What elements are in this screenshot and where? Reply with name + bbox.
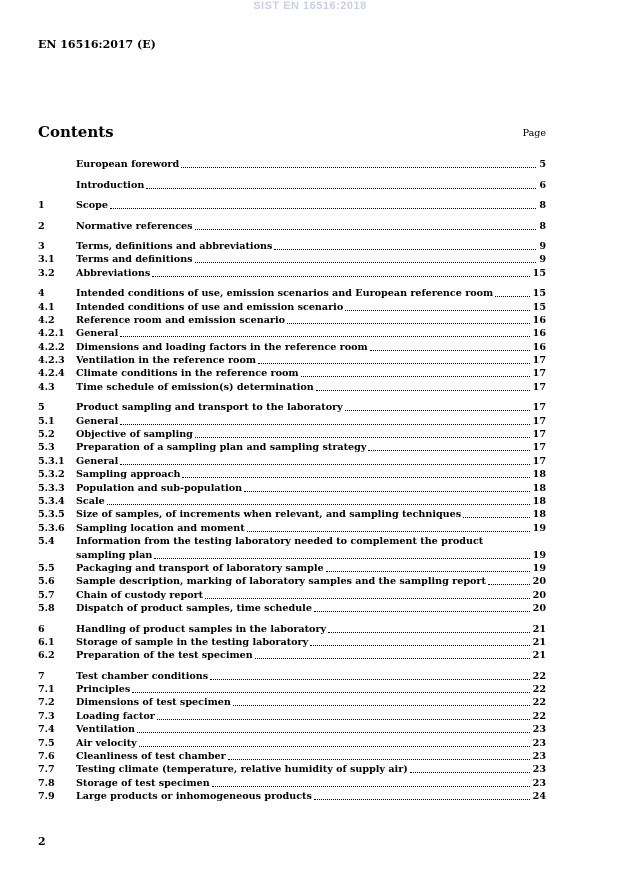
toc-entry-page: 17 [532, 368, 546, 380]
toc-entry-title: Sampling approach [76, 469, 181, 481]
toc-entry[interactable] [38, 574, 546, 587]
toc-entry-number: 7.1 [38, 684, 55, 696]
toc-entry-page: 17 [532, 442, 546, 454]
toc-entry-title: Introduction [76, 179, 145, 191]
dot-leader [258, 363, 530, 364]
toc-entry-number: 5.3.5 [38, 509, 65, 521]
toc-entry-page: 17 [532, 355, 546, 367]
toc-entry-title: General [76, 415, 119, 427]
toc-entry-page: 8 [539, 220, 546, 232]
toc-entry-page: 19 [532, 562, 546, 574]
toc-entry[interactable] [38, 775, 546, 788]
toc-entry[interactable] [38, 735, 546, 748]
toc-entry-title: General [76, 455, 119, 467]
toc-entry-number: 6 [38, 623, 45, 635]
dot-leader [488, 584, 530, 585]
toc-entry-number: 7 [38, 670, 45, 682]
toc-entry-page: 16 [532, 341, 546, 353]
toc-entry-title: Sample description, marking of laboratory samples and the sampling report [76, 576, 486, 588]
toc-entry-title: Storage of sample in the testing laboratory [76, 636, 309, 648]
toc-entry-title: Reference room and emission scenario [76, 314, 286, 326]
toc-entry-page: 22 [532, 697, 546, 709]
toc-entry-page: 17 [532, 381, 546, 393]
dot-leader [301, 376, 530, 377]
toc-entry-page: 17 [532, 455, 546, 467]
toc-entry-number: 5.3.1 [38, 455, 65, 467]
table-of-contents [38, 157, 546, 802]
dot-leader [157, 719, 530, 720]
toc-entry-title: Testing climate (temperature, relative humidity of supply air) [76, 764, 408, 776]
dot-leader [195, 262, 537, 263]
toc-entry-number: 5.3.2 [38, 469, 65, 481]
dot-leader [368, 450, 529, 451]
toc-entry-number: 4.2.1 [38, 328, 65, 340]
watermark: SIST EN 16516:2018 [253, 0, 367, 12]
toc-entry-page: 5 [539, 159, 546, 171]
toc-entry-number: 3.2 [38, 267, 55, 279]
toc-entry[interactable] [38, 722, 546, 735]
toc-entry[interactable] [38, 218, 546, 231]
dot-leader [370, 350, 530, 351]
toc-entry-title: Scale [76, 495, 105, 507]
toc-entry-page: 23 [532, 764, 546, 776]
toc-entry-page: 21 [532, 650, 546, 662]
dot-leader [345, 410, 530, 411]
standard-header: EN 16516:2017 (E) [38, 38, 156, 51]
toc-entry-title: Intended conditions of use, emission scenarios and European reference room [76, 288, 494, 300]
toc-entry-number: 5.1 [38, 415, 55, 427]
toc-entry-title: Ventilation [76, 724, 136, 736]
toc-entry-page: 15 [532, 301, 546, 313]
toc-entry[interactable] [38, 467, 546, 480]
toc-entry[interactable] [38, 453, 546, 466]
dot-leader [244, 491, 530, 492]
toc-entry-title: Packaging and transport of laboratory sample [76, 562, 324, 574]
dot-leader [495, 296, 529, 297]
toc-entry[interactable] [38, 177, 546, 190]
toc-entry-page: 9 [539, 240, 546, 252]
toc-entry[interactable] [38, 520, 546, 533]
toc-entry-number: 5.3.3 [38, 482, 65, 494]
toc-entry[interactable] [38, 587, 546, 600]
dot-leader [274, 249, 536, 250]
toc-entry-page: 23 [532, 777, 546, 789]
toc-entry-page: 24 [532, 791, 546, 803]
toc-entry-page: 18 [532, 482, 546, 494]
toc-entry-title: Cleanliness of test chamber [76, 751, 226, 763]
toc-entry-title: Information from the testing laboratory needed to complement the product [76, 536, 484, 548]
toc-entry-number: 7.8 [38, 777, 55, 789]
toc-entry[interactable] [38, 198, 546, 211]
toc-entry-page: 16 [532, 328, 546, 340]
toc-entry-number: 5.3.6 [38, 522, 65, 534]
toc-entry[interactable] [38, 313, 546, 326]
dot-leader [154, 558, 529, 559]
toc-entry-page: 23 [532, 737, 546, 749]
dot-leader [205, 598, 530, 599]
toc-entry-page: 15 [532, 288, 546, 300]
toc-entry-page: 17 [532, 402, 546, 414]
toc-entry-title: Test chamber conditions [76, 670, 209, 682]
toc-entry[interactable] [38, 299, 546, 312]
toc-entry[interactable] [38, 379, 546, 392]
toc-entry-page: 15 [532, 267, 546, 279]
toc-entry-number: 7.3 [38, 710, 55, 722]
dot-leader [255, 658, 530, 659]
toc-entry-page: 21 [532, 623, 546, 635]
toc-entry[interactable] [38, 339, 546, 352]
toc-entry-title: Dimensions and loading factors in the reference room [76, 341, 368, 353]
toc-entry-page: 21 [532, 636, 546, 648]
toc-entry[interactable] [38, 157, 546, 170]
toc-entry-number: 7.7 [38, 764, 55, 776]
dot-leader [310, 645, 529, 646]
toc-entry[interactable] [38, 789, 546, 802]
dot-leader [146, 188, 536, 189]
toc-entry-number: 4.1 [38, 301, 55, 313]
toc-entry-number: 4.2 [38, 314, 55, 326]
toc-entry[interactable] [38, 366, 546, 379]
toc-entry-title: Large products or inhomogeneous products [76, 791, 312, 803]
toc-entry[interactable] [38, 440, 546, 453]
toc-entry[interactable] [38, 239, 546, 252]
toc-entry[interactable] [38, 635, 546, 648]
toc-entry-number: 7.4 [38, 724, 55, 736]
dot-leader [233, 705, 530, 706]
toc-entry-title: Loading factor [76, 710, 155, 722]
dot-leader [328, 632, 530, 633]
dot-leader [345, 310, 529, 311]
toc-entry-title: Storage of test specimen [76, 777, 210, 789]
toc-entry-title: Normative references [76, 220, 193, 232]
dot-leader [314, 611, 530, 612]
toc-entry-title: Preparation of the test specimen [76, 650, 253, 662]
toc-entry-title: Preparation of a sampling plan and sampling strategy [76, 442, 367, 454]
toc-entry-page: 23 [532, 724, 546, 736]
dot-leader [139, 746, 530, 747]
toc-entry-page: 18 [532, 495, 546, 507]
toc-entry-number: 7.9 [38, 791, 55, 803]
dot-leader [120, 424, 529, 425]
toc-entry[interactable] [38, 682, 546, 695]
toc-entry[interactable] [38, 695, 546, 708]
toc-entry-page: 19 [532, 549, 546, 561]
toc-entry-page: 17 [532, 415, 546, 427]
toc-entry-title: Dimensions of test specimen [76, 697, 231, 709]
toc-entry[interactable] [38, 601, 546, 614]
toc-entry-page: 23 [532, 751, 546, 763]
toc-entry-page: 20 [532, 603, 546, 615]
toc-entry[interactable] [38, 621, 546, 634]
toc-entry-title: Air velocity [76, 737, 137, 749]
toc-entry-number: 2 [38, 220, 45, 232]
toc-entry[interactable] [38, 286, 546, 299]
toc-entry-page: 18 [532, 469, 546, 481]
toc-entry-title: General [76, 328, 119, 340]
toc-entry-number: 7.6 [38, 751, 55, 763]
dot-leader [195, 229, 537, 230]
toc-entry-number: 4.2.3 [38, 355, 65, 367]
toc-entry-title-continued: sampling plan [76, 549, 153, 561]
toc-entry-page: 20 [532, 589, 546, 601]
toc-entry-title: Terms and definitions [76, 254, 193, 266]
toc-entry-number: 5.3 [38, 442, 55, 454]
dot-leader [314, 799, 530, 800]
toc-entry-number: 6.2 [38, 650, 55, 662]
dot-leader [137, 732, 530, 733]
toc-entry-page: 18 [532, 509, 546, 521]
toc-entry-page: 22 [532, 710, 546, 722]
page-column-label: Page [522, 128, 546, 139]
toc-entry-number: 4.3 [38, 381, 55, 393]
toc-entry-number: 5.3.4 [38, 495, 65, 507]
toc-entry-title: Principles [76, 684, 131, 696]
page-number: 2 [38, 835, 46, 848]
dot-leader [287, 323, 530, 324]
toc-entry-title: Product sampling and transport to the laboratory [76, 402, 343, 414]
toc-entry-number: 3 [38, 240, 45, 252]
dot-leader [326, 571, 530, 572]
toc-entry-number: 6.1 [38, 636, 55, 648]
toc-entry-title: Ventilation in the reference room [76, 355, 256, 367]
dot-leader [212, 786, 530, 787]
toc-entry-number: 5 [38, 402, 45, 414]
dot-leader [110, 208, 536, 209]
toc-entry-number: 5.6 [38, 576, 55, 588]
toc-entry[interactable] [38, 252, 546, 265]
toc-entry[interactable] [38, 648, 546, 661]
toc-entry-number: 5.4 [38, 536, 55, 548]
toc-entry-title: Scope [76, 200, 108, 212]
toc-entry-title: Sampling location and moment [76, 522, 245, 534]
toc-entry[interactable] [38, 762, 546, 775]
dot-leader [247, 531, 530, 532]
toc-entry[interactable] [38, 561, 546, 574]
contents-title: Contents [38, 123, 114, 141]
toc-entry-page: 22 [532, 670, 546, 682]
toc-entry-page: 22 [532, 684, 546, 696]
toc-entry[interactable] [38, 265, 546, 278]
toc-entry-page: 20 [532, 576, 546, 588]
toc-entry-title: Time schedule of emission(s) determination [76, 381, 314, 393]
toc-entry-number: 5.2 [38, 429, 55, 441]
toc-entry[interactable] [38, 480, 546, 493]
toc-entry-page: 17 [532, 429, 546, 441]
toc-entry-number: 4.2.2 [38, 341, 65, 353]
toc-entry[interactable] [38, 668, 546, 681]
dot-leader [316, 390, 530, 391]
dot-leader [210, 679, 530, 680]
toc-entry-title: European foreword [76, 159, 180, 171]
dot-leader [463, 517, 529, 518]
toc-entry-number: 5.5 [38, 562, 55, 574]
toc-entry-title: Dispatch of product samples, time schedule [76, 603, 312, 615]
dot-leader [120, 336, 529, 337]
dot-leader [195, 437, 530, 438]
toc-entry-page: 8 [539, 200, 546, 212]
toc-entry-title: Objective of sampling [76, 429, 193, 441]
toc-entry-title: Intended conditions of use and emission scenario [76, 301, 344, 313]
dot-leader [152, 276, 529, 277]
toc-entry-title: Handling of product samples in the laboratory [76, 623, 327, 635]
dot-leader [132, 692, 529, 693]
toc-entry[interactable] [38, 494, 546, 507]
toc-entry[interactable] [38, 353, 546, 366]
dot-leader [228, 759, 530, 760]
toc-entry[interactable] [38, 400, 546, 413]
toc-entry-title: Climate conditions in the reference room [76, 368, 299, 380]
toc-entry-number: 5.8 [38, 603, 55, 615]
toc-entry-page: 6 [539, 179, 546, 191]
toc-entry[interactable] [38, 326, 546, 339]
dot-leader [120, 464, 529, 465]
toc-entry[interactable] [38, 749, 546, 762]
toc-entry-title: Chain of custody report [76, 589, 204, 601]
toc-entry-number: 7.5 [38, 737, 55, 749]
dot-leader [410, 772, 530, 773]
dot-leader [107, 504, 530, 505]
toc-entry[interactable] [38, 534, 546, 547]
toc-entry-title: Size of samples, of increments when relevant, and sampling techniques [76, 509, 462, 521]
toc-entry-title: Terms, definitions and abbreviations [76, 240, 273, 252]
toc-entry-number: 5.7 [38, 589, 55, 601]
toc-entry[interactable] [38, 413, 546, 426]
toc-entry-number: 1 [38, 200, 45, 212]
toc-entry-number: 3.1 [38, 254, 55, 266]
toc-entry-page: 9 [539, 254, 546, 266]
toc-entry-number: 4 [38, 288, 45, 300]
toc-entry-number: 7.2 [38, 697, 55, 709]
toc-entry[interactable] [38, 507, 546, 520]
toc-entry-page: 19 [532, 522, 546, 534]
dot-leader [181, 167, 536, 168]
toc-entry-number: 4.2.4 [38, 368, 65, 380]
toc-entry-title: Population and sub-population [76, 482, 243, 494]
toc-entry-continuation[interactable] [38, 547, 546, 560]
toc-entry[interactable] [38, 427, 546, 440]
toc-entry[interactable] [38, 708, 546, 721]
toc-entry-page: 16 [532, 314, 546, 326]
toc-entry-title: Abbreviations [76, 267, 151, 279]
dot-leader [182, 477, 529, 478]
